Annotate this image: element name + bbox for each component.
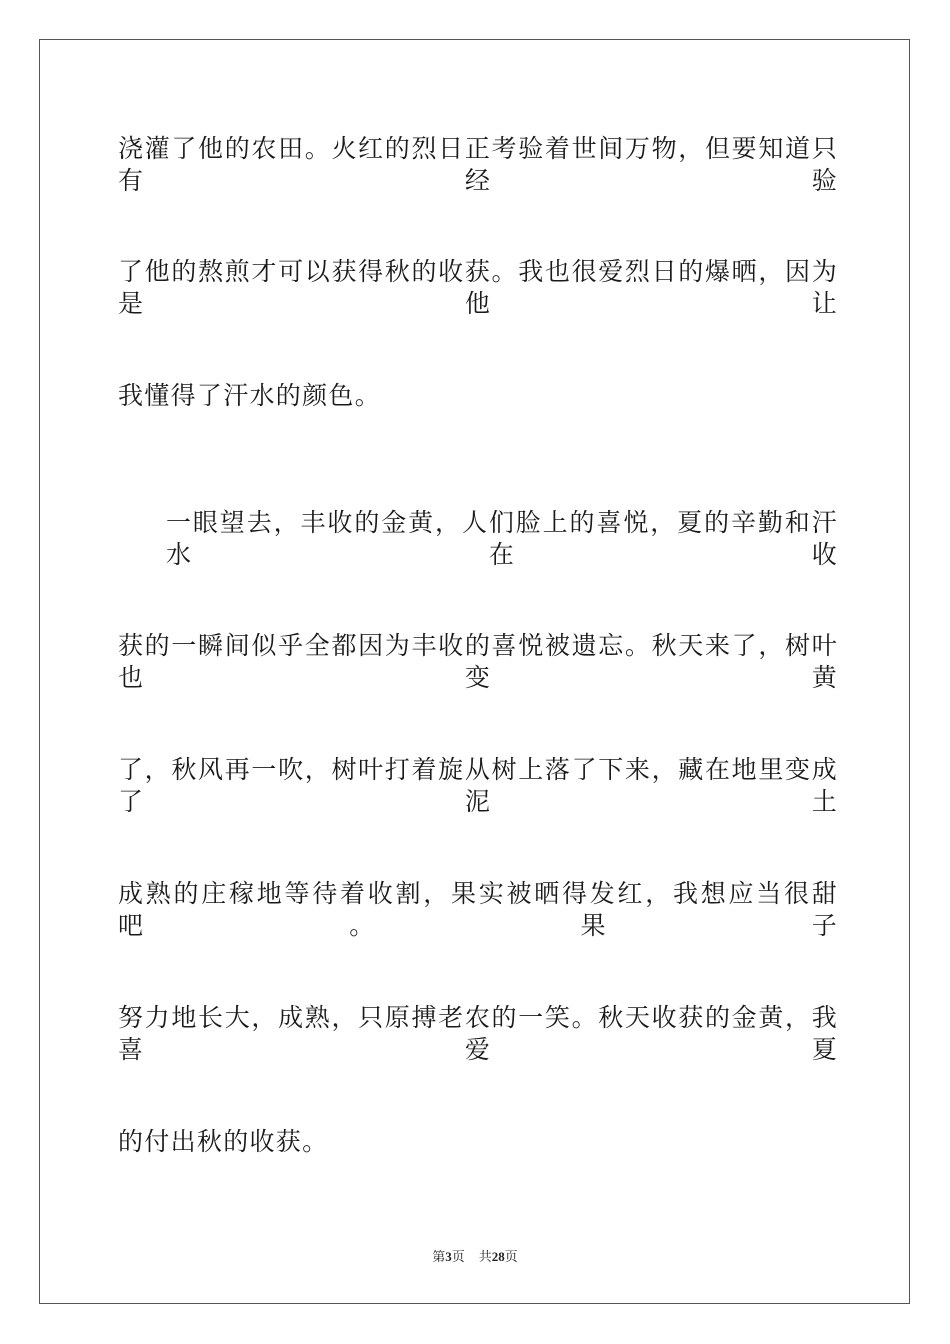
paragraph-line-7: 成熟的庄稼地等待着收割，果实被晒得发红，我想应当很甜吧。果子 [118,879,838,940]
footer-page-number: 3 [445,1249,452,1264]
footer-page-prefix: 第 [432,1249,446,1264]
paragraph-line-6: 了，秋风再一吹，树叶打着旋从树上落了下来，藏在地里变成了泥土 [118,755,838,816]
footer-page-suffix: 页 [451,1249,465,1264]
paragraph-line-9: 的付出秋的收获。 [118,1127,329,1156]
paragraph-line-4: 一眼望去，丰收的金黄，人们脸上的喜悦，夏的辛勤和汗水在收 [166,508,838,569]
paragraph-line-8: 努力地长大，成熟，只原搏老农的一笑。秋天收获的金黄，我喜爱夏 [118,1003,838,1064]
footer-total-pages: 28 [491,1249,505,1264]
page-footer [0,1248,950,1266]
paragraph-line-2: 了他的熬煎才可以获得秋的收获。我也很爱烈日的爆晒，因为是他让 [118,257,838,318]
paragraph-line-5: 获的一瞬间似乎全都因为丰收的喜悦被遗忘。秋天来了，树叶也变黄 [118,631,838,692]
footer-total-prefix: 共 [478,1249,492,1264]
footer-total-suffix: 页 [504,1249,518,1264]
paragraph-line-1: 浇灌了他的农田。火红的烈日正考验着世间万物，但要知道只有经验 [118,134,838,195]
paragraph-line-3: 我懂得了汗水的颜色。 [118,381,382,410]
